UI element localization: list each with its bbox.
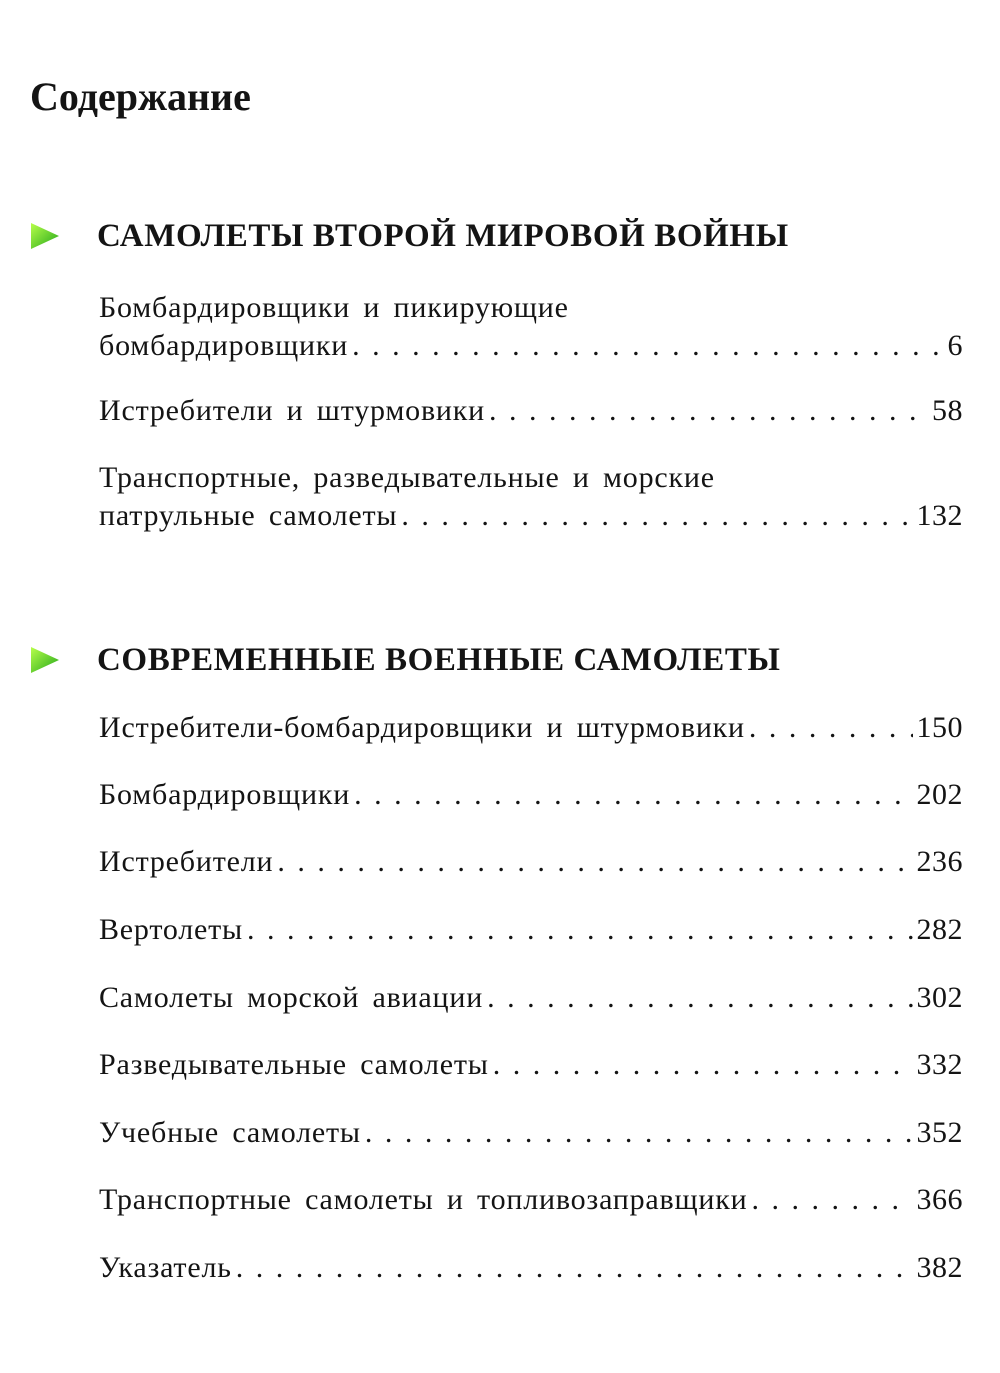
toc-page-number: 366	[916, 1183, 963, 1216]
toc-leader-dots	[352, 327, 943, 365]
toc-entry-label: патрульные самолеты	[99, 499, 398, 532]
toc-page-number: 6	[947, 329, 963, 362]
toc-entry[interactable]	[99, 459, 963, 535]
toc-leader-dots	[752, 1181, 913, 1219]
toc-leader-dots	[401, 497, 912, 535]
toc-entry-label: Истребители-бомбардировщики и штурмовики	[99, 711, 745, 744]
toc-page-number: 58	[932, 394, 963, 427]
toc-entry-label: Самолеты морской авиации	[99, 981, 484, 1014]
toc-page-number: 382	[916, 1251, 963, 1284]
toc-page-number: 132	[916, 499, 963, 532]
green-triangle-marker-icon	[30, 221, 60, 251]
toc-entry-first-line: Бомбардировщики и пикирующие	[99, 291, 569, 324]
toc-entry[interactable]	[99, 979, 963, 1017]
toc-leader-dots	[489, 392, 928, 430]
toc-entry-label: Истребители и штурмовики	[99, 394, 485, 427]
toc-leader-dots	[487, 979, 912, 1017]
toc-entry-label: бомбардировщики	[99, 329, 349, 362]
toc-leader-dots	[749, 709, 913, 747]
toc-leader-dots	[277, 843, 912, 881]
toc-leader-dots	[354, 776, 912, 814]
toc-entry[interactable]	[99, 1249, 963, 1287]
page-title: Содержание	[30, 74, 251, 119]
section-heading-modern	[30, 640, 970, 680]
toc-entry-label: Учебные самолеты	[99, 1116, 361, 1149]
toc-page-number: 236	[916, 845, 963, 878]
toc-leader-dots	[236, 1249, 913, 1287]
toc-entry[interactable]	[99, 1181, 963, 1219]
section-heading-label: САМОЛЕТЫ ВТОРОЙ МИРОВОЙ ВОЙНЫ	[97, 218, 789, 254]
toc-page-number: 302	[916, 981, 963, 1014]
toc-entry[interactable]	[99, 709, 963, 747]
toc-leader-dots	[365, 1114, 913, 1152]
toc-entry-label: Бомбардировщики	[99, 778, 351, 811]
toc-entry-label: Истребители	[99, 845, 274, 878]
toc-entry[interactable]	[99, 776, 963, 814]
toc-entry[interactable]	[99, 911, 963, 949]
toc-entry-label: Вертолеты	[99, 913, 244, 946]
toc-page-number: 202	[916, 778, 963, 811]
toc-page-number: 282	[916, 913, 963, 946]
toc-entry[interactable]	[99, 289, 963, 365]
toc-entry-first-line: Транспортные, разведывательные и морские	[99, 461, 715, 494]
toc-leader-dots	[247, 911, 912, 949]
section-heading-label: СОВРЕМЕННЫЕ ВОЕННЫЕ САМОЛЕТЫ	[97, 642, 781, 678]
toc-page-number: 352	[916, 1116, 963, 1149]
toc-entry-label: Разведывательные самолеты	[99, 1048, 489, 1081]
toc-entry[interactable]	[99, 1046, 963, 1084]
toc-entry-label: Транспортные самолеты и топливозаправщики	[99, 1183, 748, 1216]
green-triangle-marker-icon	[30, 645, 60, 675]
toc-entry[interactable]	[99, 843, 963, 881]
toc-leader-dots	[493, 1046, 913, 1084]
toc-entry-label: Указатель	[99, 1251, 232, 1284]
toc-entry[interactable]	[99, 392, 963, 430]
toc-page-number: 150	[916, 711, 963, 744]
section-heading-ww2	[30, 216, 970, 256]
toc-page-number: 332	[916, 1048, 963, 1081]
toc-entry[interactable]	[99, 1114, 963, 1152]
